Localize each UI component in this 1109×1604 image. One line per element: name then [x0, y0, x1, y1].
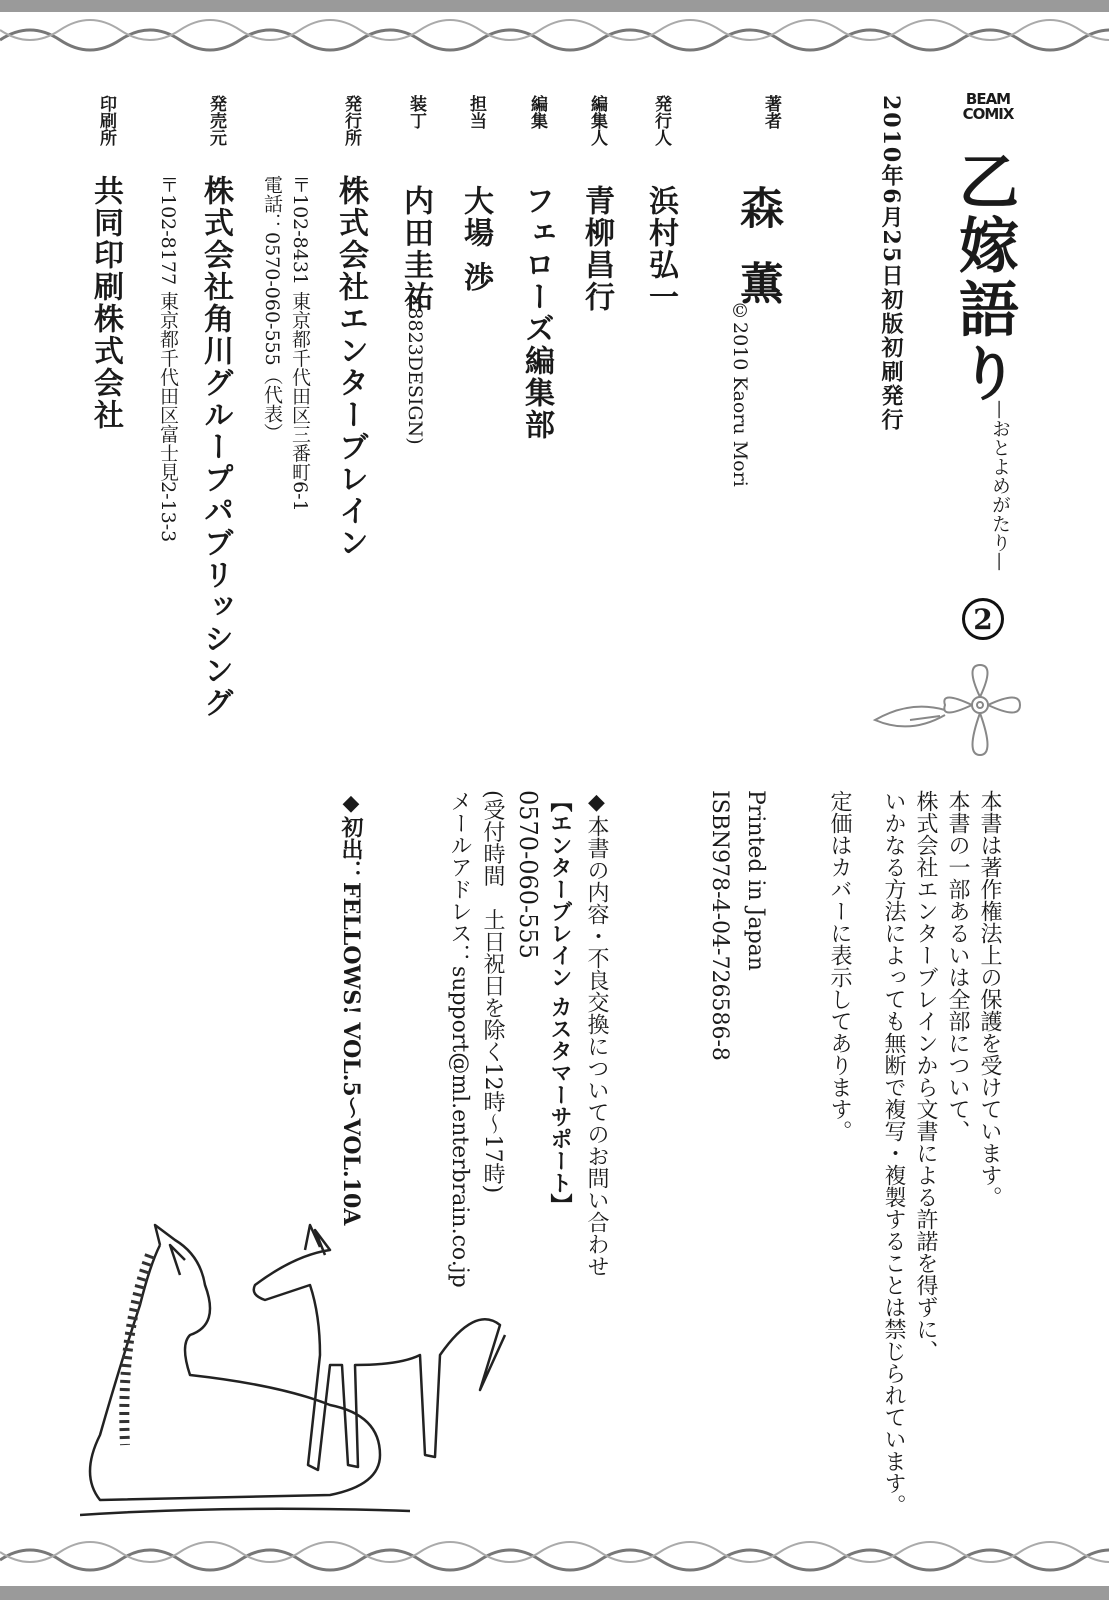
support-heading: ◆本書の内容・不良交換についてのお問い合わせ — [584, 790, 609, 1277]
credit-publisher-person: 浜村弘一 — [643, 185, 678, 313]
publisher-address: 〒102-8431 東京都千代田区三番町6-1 — [289, 175, 311, 512]
support-name: 【エンターブレイン カスタマーサポート】 — [547, 790, 573, 1216]
copyright-note: ©2010 Kaoru Mori — [729, 300, 751, 487]
top-ornamental-border — [0, 0, 1109, 60]
credit-label-editor-in-charge: 担当 — [466, 95, 486, 129]
publisher-phone: 電話：0570-060-555（代表） — [261, 175, 283, 442]
horses-illustration — [80, 1215, 520, 1535]
credit-label-editing: 編集 — [527, 95, 547, 129]
support-hours: (受付時間 土日祝日を除く12時～17時) — [480, 790, 505, 1194]
credit-publisher: 株式会社エンターブレイン — [333, 175, 368, 559]
support-phone: 0570-060-555 — [514, 790, 542, 959]
bottom-ornamental-border — [0, 1540, 1109, 1600]
credit-design-note: (8823DESIGN) — [404, 300, 426, 445]
credit-distributor: 株式会社角川グループパブリッシング — [198, 175, 233, 719]
credit-label-publisher: 発行所 — [341, 95, 361, 146]
notice-line-3: 株式会社エンターブレインから文書による許諾を得ずに、 — [913, 790, 938, 1362]
credit-design: 内田圭祐 — [398, 185, 433, 313]
isbn: ISBN978-4-04-726586-8 — [707, 790, 732, 1061]
credit-printer: 共同印刷株式会社 — [88, 175, 123, 431]
credit-label-author: 著者 — [761, 95, 781, 129]
first-published: ◆初出：FELLOWS! VOL.5～VOL.10A — [338, 790, 364, 1226]
credit-chief-editor: 青柳昌行 — [579, 185, 614, 313]
flower-ornament — [870, 660, 1030, 770]
notice-line-1: 本書は著作権法上の保護を受けています。 — [977, 790, 1002, 1208]
notice-line-2: 本書の一部あるいは全部について、 — [945, 790, 970, 1142]
volume-number: 2 — [962, 598, 1004, 640]
credit-label-distributor: 発売元 — [206, 95, 226, 146]
support-email[interactable]: メールアドレス：support@ml.enterbrain.co.jp — [447, 790, 472, 1288]
credit-label-design: 装丁 — [406, 95, 426, 129]
notice-line-4: いかなる方法によっても無断で複写・複製することは禁じられています。 — [881, 790, 906, 1516]
credit-label-printer: 印刷所 — [96, 95, 116, 146]
first-edition-date: 2010年6月25日初版初刷発行 — [878, 95, 904, 433]
credit-label-publisher-person: 発行人 — [651, 95, 671, 146]
distributor-address: 〒102-8177 東京都千代田区富士見2-13-3 — [157, 175, 179, 543]
book-subtitle: —おとよめがたり— — [989, 400, 1011, 571]
book-title: 乙嫁語り — [949, 150, 1019, 406]
credit-label-chief-editor: 編集人 — [587, 95, 607, 146]
credit-author: 森 薫 — [732, 185, 783, 313]
beam-comix-logo: BEAM COMIX — [962, 90, 1014, 123]
price-notice: 定価はカバーに表示してあります。 — [827, 790, 852, 1142]
printed-in-japan: Printed in Japan — [743, 790, 768, 971]
credit-editor-in-charge: 大場 渉 — [458, 185, 493, 294]
credit-editing: フェローズ編集部 — [519, 185, 554, 441]
